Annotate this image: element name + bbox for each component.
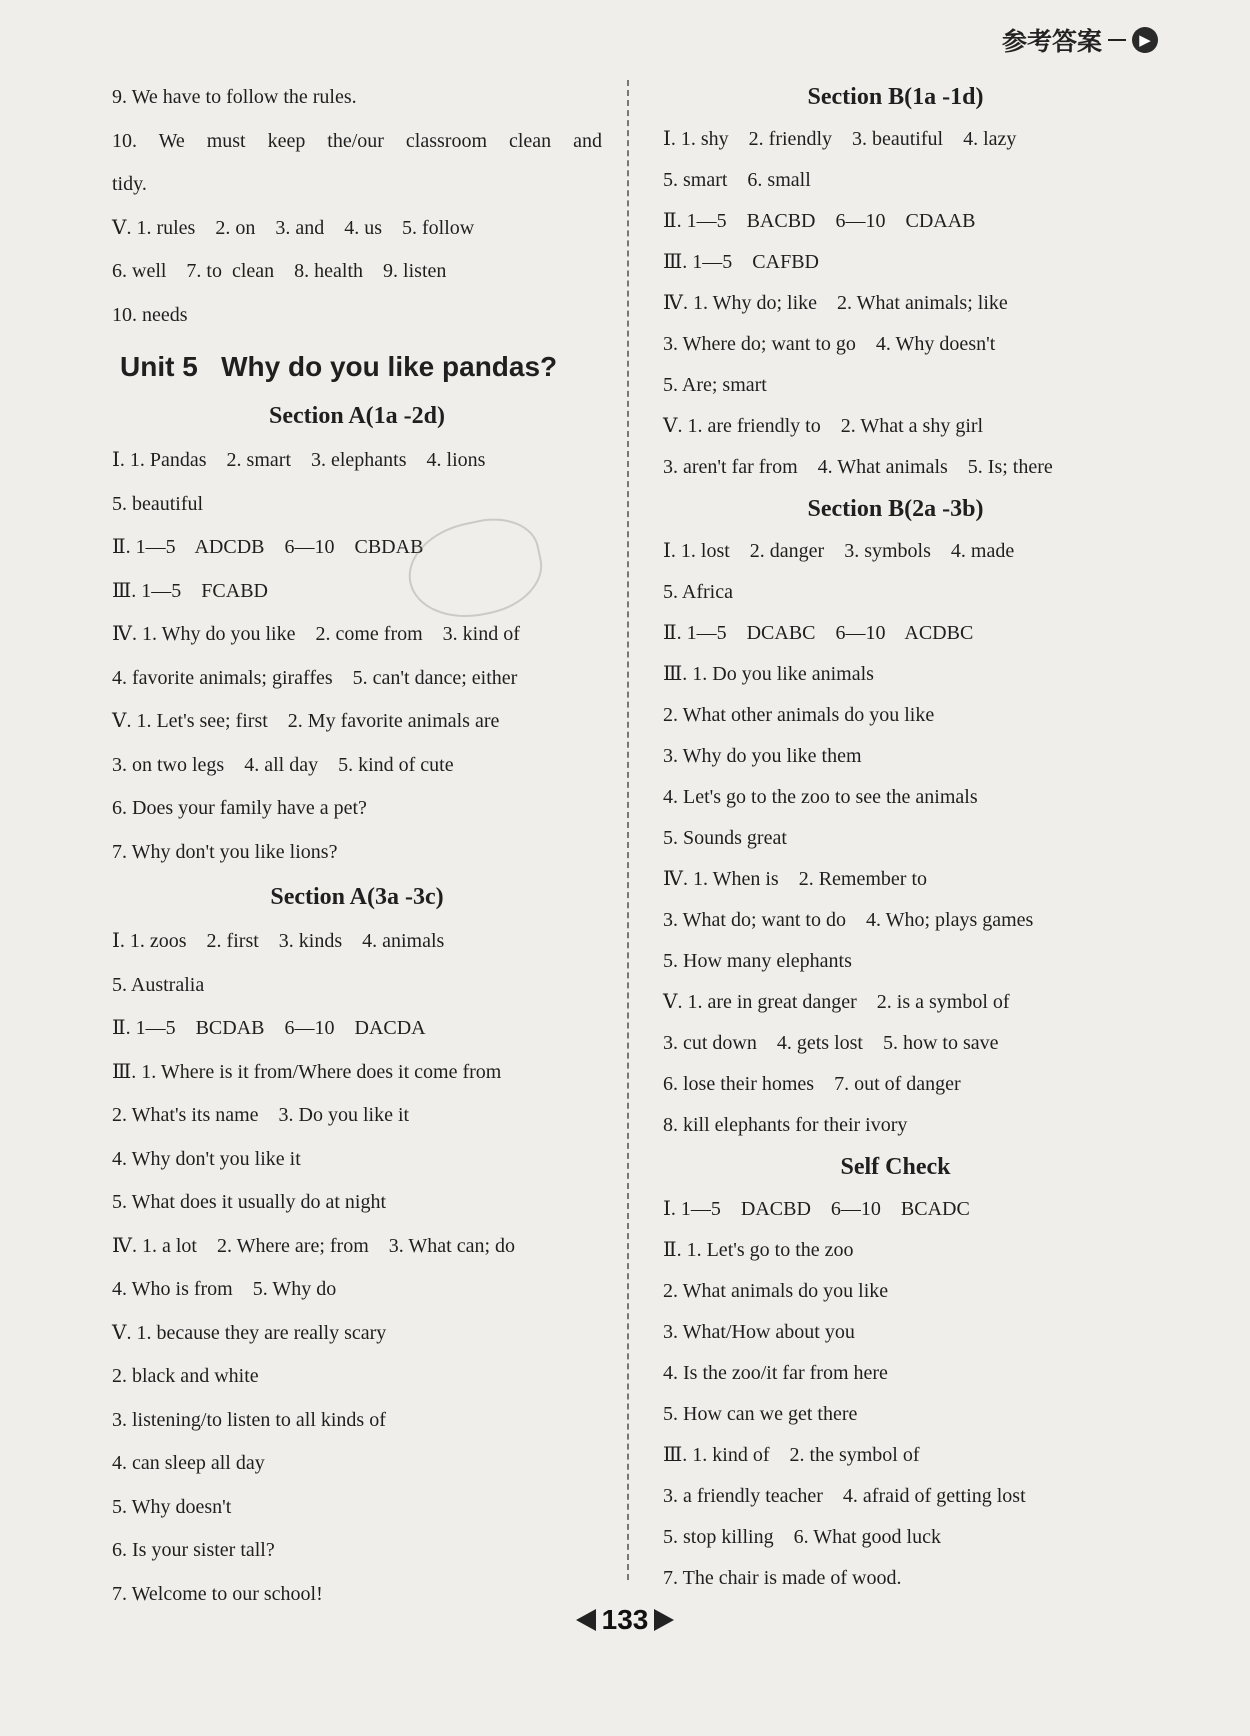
answer-line: Ⅳ. 1. Why do you like 2. come from 3. kind of bbox=[112, 623, 520, 645]
answer-line: 5. How can we get there bbox=[663, 1403, 858, 1425]
page-header bbox=[1002, 22, 1158, 58]
answer-line: 3. on two legs 4. all day 5. kind of cute bbox=[112, 753, 454, 776]
column-divider bbox=[627, 80, 629, 1580]
answer-line: Ⅴ. 1. Let's see; first 2. My favorite animals are bbox=[112, 710, 500, 732]
answer-line: 3. Why do you like them bbox=[663, 745, 862, 767]
section-heading: Section A(1a -2d) bbox=[269, 403, 445, 429]
left-column bbox=[112, 76, 602, 1616]
answer-line: 4. Is the zoo/it far from here bbox=[663, 1362, 888, 1384]
page-footer bbox=[0, 1604, 1250, 1636]
answer-line: 2. black and white bbox=[112, 1365, 259, 1387]
section-heading: Section B(2a -3b) bbox=[807, 496, 984, 522]
answer-line: Ⅲ. 1—5 FCABD bbox=[112, 579, 268, 602]
answer-line: 10. We must keep the/our classroom clean and bbox=[112, 129, 602, 152]
section-heading: Self Check bbox=[840, 1154, 951, 1180]
answer-line: Ⅴ. 1. are friendly to 2. What a shy girl bbox=[663, 415, 984, 437]
answer-line: Ⅰ. 1. Pandas 2. smart 3. elephants 4. lions bbox=[112, 449, 486, 471]
answer-line: 3. listening/to listen to all kinds of bbox=[112, 1408, 386, 1431]
answer-line: Ⅲ. 1. kind of 2. the symbol of bbox=[663, 1444, 920, 1466]
answer-line: Ⅳ. 1. a lot 2. Where are; from 3. What can; do bbox=[112, 1234, 516, 1257]
answer-line: 5. Sounds great bbox=[663, 827, 787, 849]
answer-line: 4. Who is from 5. Why do bbox=[112, 1278, 337, 1300]
answer-line: Ⅲ. 1. Where is it from/Where does it come from bbox=[112, 1060, 502, 1083]
answer-line: 10. needs bbox=[112, 303, 188, 326]
answer-line: 7. Why don't you like lions? bbox=[112, 840, 338, 863]
answer-line: 5. Australia bbox=[112, 973, 205, 996]
answer-line: 6. Does your family have a pet? bbox=[112, 797, 367, 819]
header-title: 参考答案 bbox=[1001, 27, 1102, 56]
answer-line: 5. Why doesn't bbox=[112, 1495, 232, 1518]
answer-line: 3. cut down 4. gets lost 5. how to save bbox=[663, 1032, 999, 1054]
answer-line: 4. favorite animals; giraffes 5. can't dance; either bbox=[112, 666, 518, 689]
answer-line: Ⅱ. 1—5 ADCDB 6—10 CBDAB bbox=[112, 536, 424, 558]
answer-line: 2. What animals do you like bbox=[663, 1280, 889, 1302]
answer-line: 4. Why don't you like it bbox=[112, 1147, 301, 1170]
answer-line: 7. Welcome to our school! bbox=[112, 1582, 323, 1605]
answer-line: 5. stop killing 6. What good luck bbox=[663, 1526, 941, 1548]
answer-line: Ⅱ. 1. Let's go to the zoo bbox=[663, 1239, 854, 1261]
answer-line: tidy. bbox=[112, 173, 147, 195]
answer-line: 2. What's its name 3. Do you like it bbox=[112, 1104, 410, 1126]
answer-line: 3. aren't far from 4. What animals 5. Is; there bbox=[663, 456, 1053, 478]
answer-line: 5. Are; smart bbox=[663, 374, 767, 396]
header-dash bbox=[1108, 39, 1126, 41]
answer-line: Ⅱ. 1—5 DCABC 6—10 ACDBC bbox=[663, 622, 974, 644]
answer-line: 3. Where do; want to go 4. Why doesn't bbox=[663, 333, 996, 355]
answer-line: 6. Is your sister tall? bbox=[112, 1539, 275, 1561]
next-triangle-icon bbox=[654, 1609, 674, 1631]
answer-line: Ⅲ. 1—5 CAFBD bbox=[663, 251, 819, 273]
answer-line: Ⅰ. 1. shy 2. friendly 3. beautiful 4. lazy bbox=[663, 128, 1017, 150]
answer-line: Ⅳ. 1. When is 2. Remember to bbox=[663, 868, 928, 890]
answer-line: 8. kill elephants for their ivory bbox=[663, 1114, 908, 1136]
answer-line: Ⅲ. 1. Do you like animals bbox=[663, 663, 874, 685]
section-heading: Section B(1a -1d) bbox=[807, 84, 984, 110]
answer-line: 6. well 7. to clean 8. health 9. listen bbox=[112, 260, 447, 282]
answer-line: Ⅴ. 1. are in great danger 2. is a symbol of bbox=[663, 991, 1010, 1013]
answer-line: 4. can sleep all day bbox=[112, 1452, 265, 1474]
prev-triangle-icon bbox=[576, 1609, 596, 1631]
section-heading: Section A(3a -3c) bbox=[270, 884, 444, 910]
answer-line: 5. What does it usually do at night bbox=[112, 1191, 387, 1213]
answer-line: 3. What do; want to do 4. Who; plays games bbox=[663, 909, 1034, 931]
answer-line: Ⅱ. 1—5 BCDAB 6—10 DACDA bbox=[112, 1017, 426, 1039]
forward-arrow-icon: ▶ bbox=[1132, 27, 1158, 53]
answer-line: 3. What/How about you bbox=[663, 1321, 855, 1343]
answer-line: 5. smart 6. small bbox=[663, 169, 811, 191]
answer-line: 2. What other animals do you like bbox=[663, 704, 935, 726]
answer-line: 5. beautiful bbox=[112, 492, 204, 515]
answer-line: Ⅰ. 1. lost 2. danger 3. symbols 4. made bbox=[663, 540, 1015, 562]
answer-line: 6. lose their homes 7. out of danger bbox=[663, 1073, 961, 1095]
page-number: 133 bbox=[601, 1604, 649, 1635]
unit-title: Unit 5 Why do you like pandas? bbox=[120, 351, 558, 382]
answer-line: Ⅴ. 1. because they are really scary bbox=[112, 1321, 387, 1344]
answer-line: Ⅱ. 1—5 BACBD 6—10 CDAAB bbox=[663, 210, 976, 232]
answer-line: 5. How many elephants bbox=[663, 950, 852, 972]
answer-line: Ⅰ. 1—5 DACBD 6—10 BCADC bbox=[663, 1198, 970, 1220]
answer-line: 4. Let's go to the zoo to see the animals bbox=[663, 786, 978, 808]
answer-line: Ⅰ. 1. zoos 2. first 3. kinds 4. animals bbox=[112, 930, 445, 952]
answer-line: 9. We have to follow the rules. bbox=[112, 86, 357, 108]
answer-line: 5. Africa bbox=[663, 581, 733, 603]
answer-line: 3. a friendly teacher 4. afraid of getting lost bbox=[663, 1485, 1026, 1507]
answer-line: 7. The chair is made of wood. bbox=[663, 1567, 902, 1589]
answer-line: Ⅳ. 1. Why do; like 2. What animals; like bbox=[663, 292, 1008, 314]
right-column bbox=[663, 76, 1128, 1599]
answer-line: Ⅴ. 1. rules 2. on 3. and 4. us 5. follow bbox=[112, 216, 475, 239]
